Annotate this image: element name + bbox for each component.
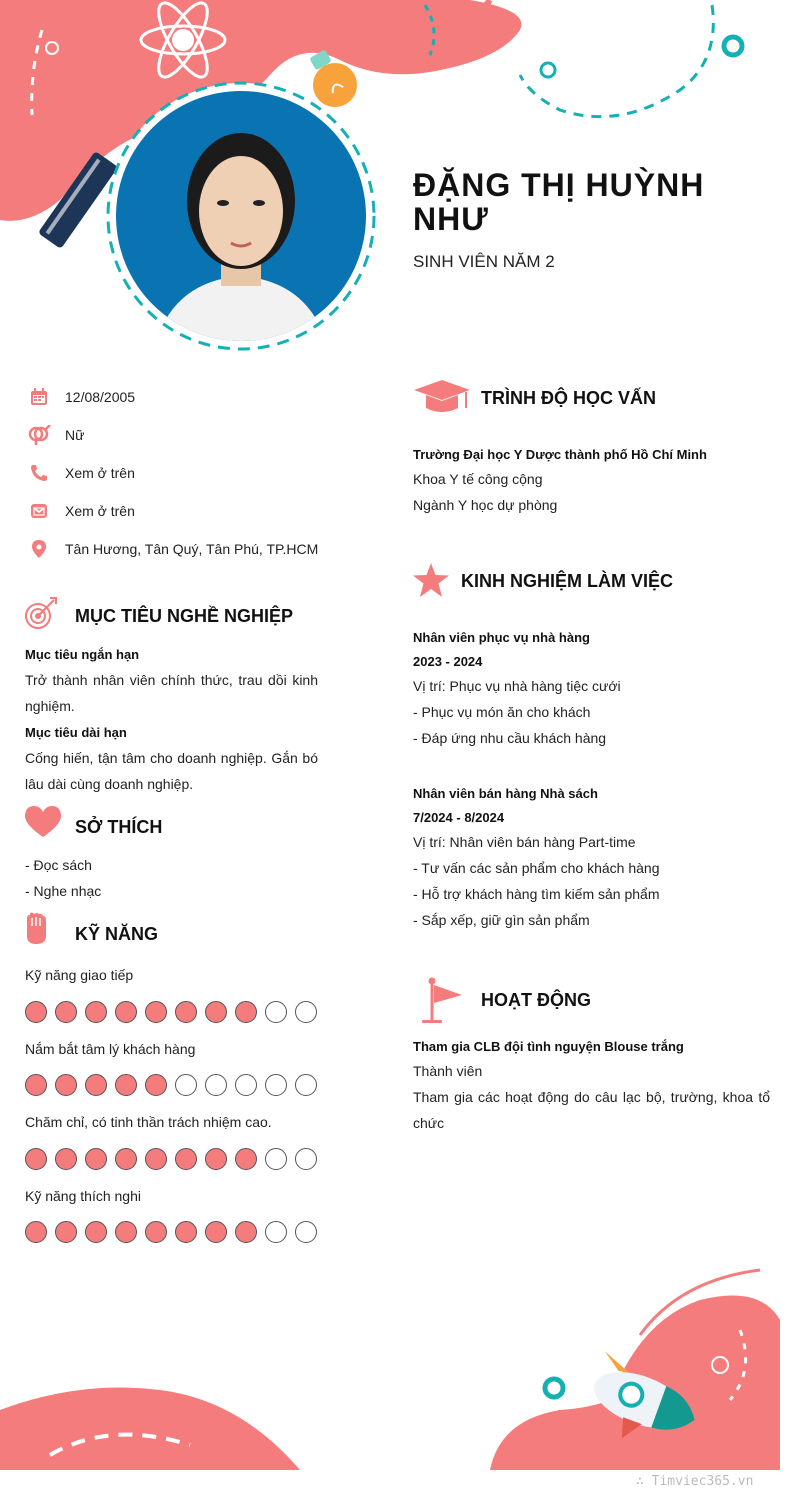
rating-dot-filled <box>115 1221 137 1243</box>
rating-dot-filled <box>145 1148 167 1170</box>
job-line: - Sắp xếp, giữ gìn sản phẩm <box>413 912 590 928</box>
rating-dot-filled <box>115 1074 137 1096</box>
rating-dot-empty <box>295 1221 317 1243</box>
education-title: TRÌNH ĐỘ HỌC VẤN <box>481 388 656 408</box>
skill-name: Kỹ năng thích nghi <box>25 1188 141 1204</box>
experience-title: KINH NGHIỆM LÀM VIỆC <box>461 571 674 591</box>
skill-name: Nắm bắt tâm lý khách hàng <box>25 1041 196 1057</box>
education-school: Trường Đại học Y Dược thành phố Hồ Chí Minh <box>413 447 707 462</box>
graduation-cap-icon <box>414 380 470 416</box>
contact-email: Xem ở trên <box>26 499 135 523</box>
objective-long-label: Mục tiêu dài hạn <box>25 725 127 740</box>
rating-dot-empty <box>235 1074 257 1096</box>
job-line: - Hỗ trợ khách hàng tìm kiếm sản phẩm <box>413 886 660 902</box>
rating-dot-filled <box>25 1148 47 1170</box>
calendar-icon <box>26 386 52 408</box>
skill-rating <box>25 1221 317 1243</box>
rating-dot-filled <box>115 1148 137 1170</box>
rating-dot-filled <box>205 1148 227 1170</box>
skill-rating <box>25 1148 317 1170</box>
rating-dot-filled <box>205 1221 227 1243</box>
activity-role: Thành viên <box>413 1063 483 1079</box>
contact-address: Tân Hương, Tân Quý, Tân Phú, TP.HCM <box>26 537 318 561</box>
rating-dot-filled <box>175 1221 197 1243</box>
rating-dot-filled <box>85 1148 107 1170</box>
rating-dot-empty <box>265 1074 287 1096</box>
objective-title: MỤC TIÊU NGHỀ NGHIỆP <box>75 606 294 626</box>
watermark: ∴ Timviec365.vn <box>636 1474 754 1489</box>
skill-name: Chăm chỉ, có tinh thần trách nhiệm cao. <box>25 1114 272 1130</box>
heart-icon <box>24 806 62 838</box>
mail-icon <box>26 500 52 522</box>
objective-long-text: Cống hiến, tận tâm cho doanh nghiệp. Gắn bó lâu dài cùng doanh nghiệp. <box>25 750 318 792</box>
skill-rating <box>25 1001 317 1023</box>
candidate-role: SINH VIÊN NĂM 2 <box>413 252 555 271</box>
rating-dot-filled <box>235 1001 257 1023</box>
contact-gender: Nữ <box>26 423 84 447</box>
gender-icon <box>26 424 52 446</box>
rating-dot-filled <box>115 1001 137 1023</box>
job-line: Vị trí: Nhân viên bán hàng Part-time <box>413 834 636 850</box>
objective-short-label: Mục tiêu ngắn hạn <box>25 647 140 662</box>
rating-dot-empty <box>265 1221 287 1243</box>
job-line: - Phục vụ món ăn cho khách <box>413 704 591 720</box>
skill-rating <box>25 1074 317 1096</box>
hobbies-title: SỞ THÍCH <box>75 817 163 837</box>
rating-dot-empty <box>265 1148 287 1170</box>
activity-desc: Tham gia các hoạt động do câu lạc bộ, trường, khoa tổ chức <box>413 1089 770 1131</box>
job-line: - Tư vấn các sản phẩm cho khách hàng <box>413 860 660 876</box>
rating-dot-filled <box>205 1001 227 1023</box>
rating-dot-filled <box>145 1074 167 1096</box>
rating-dot-empty <box>175 1074 197 1096</box>
education-major: Ngành Y học dự phòng <box>413 497 558 513</box>
job-period: 2023 - 2024 <box>413 654 483 669</box>
skills-title: KỸ NĂNG <box>75 924 159 944</box>
phone-icon <box>26 462 52 484</box>
rating-dot-filled <box>25 1074 47 1096</box>
star-icon <box>413 563 449 597</box>
rating-dot-empty <box>265 1001 287 1023</box>
rating-dot-filled <box>25 1001 47 1023</box>
education-faculty: Khoa Y tế công cộng <box>413 471 543 487</box>
rating-dot-filled <box>145 1001 167 1023</box>
bottom-decoration <box>0 1260 800 1475</box>
skill-name: Kỹ năng giao tiếp <box>25 967 134 983</box>
rating-dot-empty <box>295 1074 317 1096</box>
job-line: - Đáp ứng nhu cầu khách hàng <box>413 730 607 746</box>
contact-phone: Xem ở trên <box>26 461 135 485</box>
rating-dot-filled <box>25 1221 47 1243</box>
rating-dot-filled <box>85 1074 107 1096</box>
job-period: 7/2024 - 8/2024 <box>413 810 505 825</box>
rating-dot-filled <box>175 1001 197 1023</box>
target-icon <box>24 596 58 630</box>
job-title: Nhân viên phục vụ nhà hàng <box>413 630 590 645</box>
location-icon <box>26 538 52 560</box>
rating-dot-filled <box>55 1221 77 1243</box>
rating-dot-empty <box>295 1001 317 1023</box>
rating-dot-empty <box>295 1148 317 1170</box>
rating-dot-filled <box>85 1221 107 1243</box>
candidate-name: ĐẶNG THỊ HUỲNH NHƯ <box>413 167 705 237</box>
hand-icon <box>24 912 48 946</box>
rating-dot-filled <box>145 1221 167 1243</box>
activities-title: HOẠT ĐỘNG <box>481 990 591 1010</box>
contact-birthdate: 12/08/2005 <box>26 385 135 409</box>
objective-short-text: Trở thành nhân viên chính thức, trau dồi kinh nghiệm. <box>25 672 318 714</box>
avatar <box>116 91 366 341</box>
rating-dot-filled <box>55 1001 77 1023</box>
rating-dot-filled <box>235 1148 257 1170</box>
rating-dot-filled <box>235 1221 257 1243</box>
job-line: Vị trí: Phục vụ nhà hàng tiệc cưới <box>413 678 621 694</box>
activity-name: Tham gia CLB đội tình nguyện Blouse trắng <box>413 1039 684 1054</box>
flag-icon <box>420 977 464 1025</box>
rating-dot-filled <box>85 1001 107 1023</box>
job-title: Nhân viên bán hàng Nhà sách <box>413 786 598 801</box>
rating-dot-filled <box>175 1148 197 1170</box>
rating-dot-filled <box>55 1148 77 1170</box>
hobby-item: - Nghe nhạc <box>25 883 102 899</box>
rating-dot-empty <box>205 1074 227 1096</box>
hobby-item: - Đọc sách <box>25 857 92 873</box>
rating-dot-filled <box>55 1074 77 1096</box>
